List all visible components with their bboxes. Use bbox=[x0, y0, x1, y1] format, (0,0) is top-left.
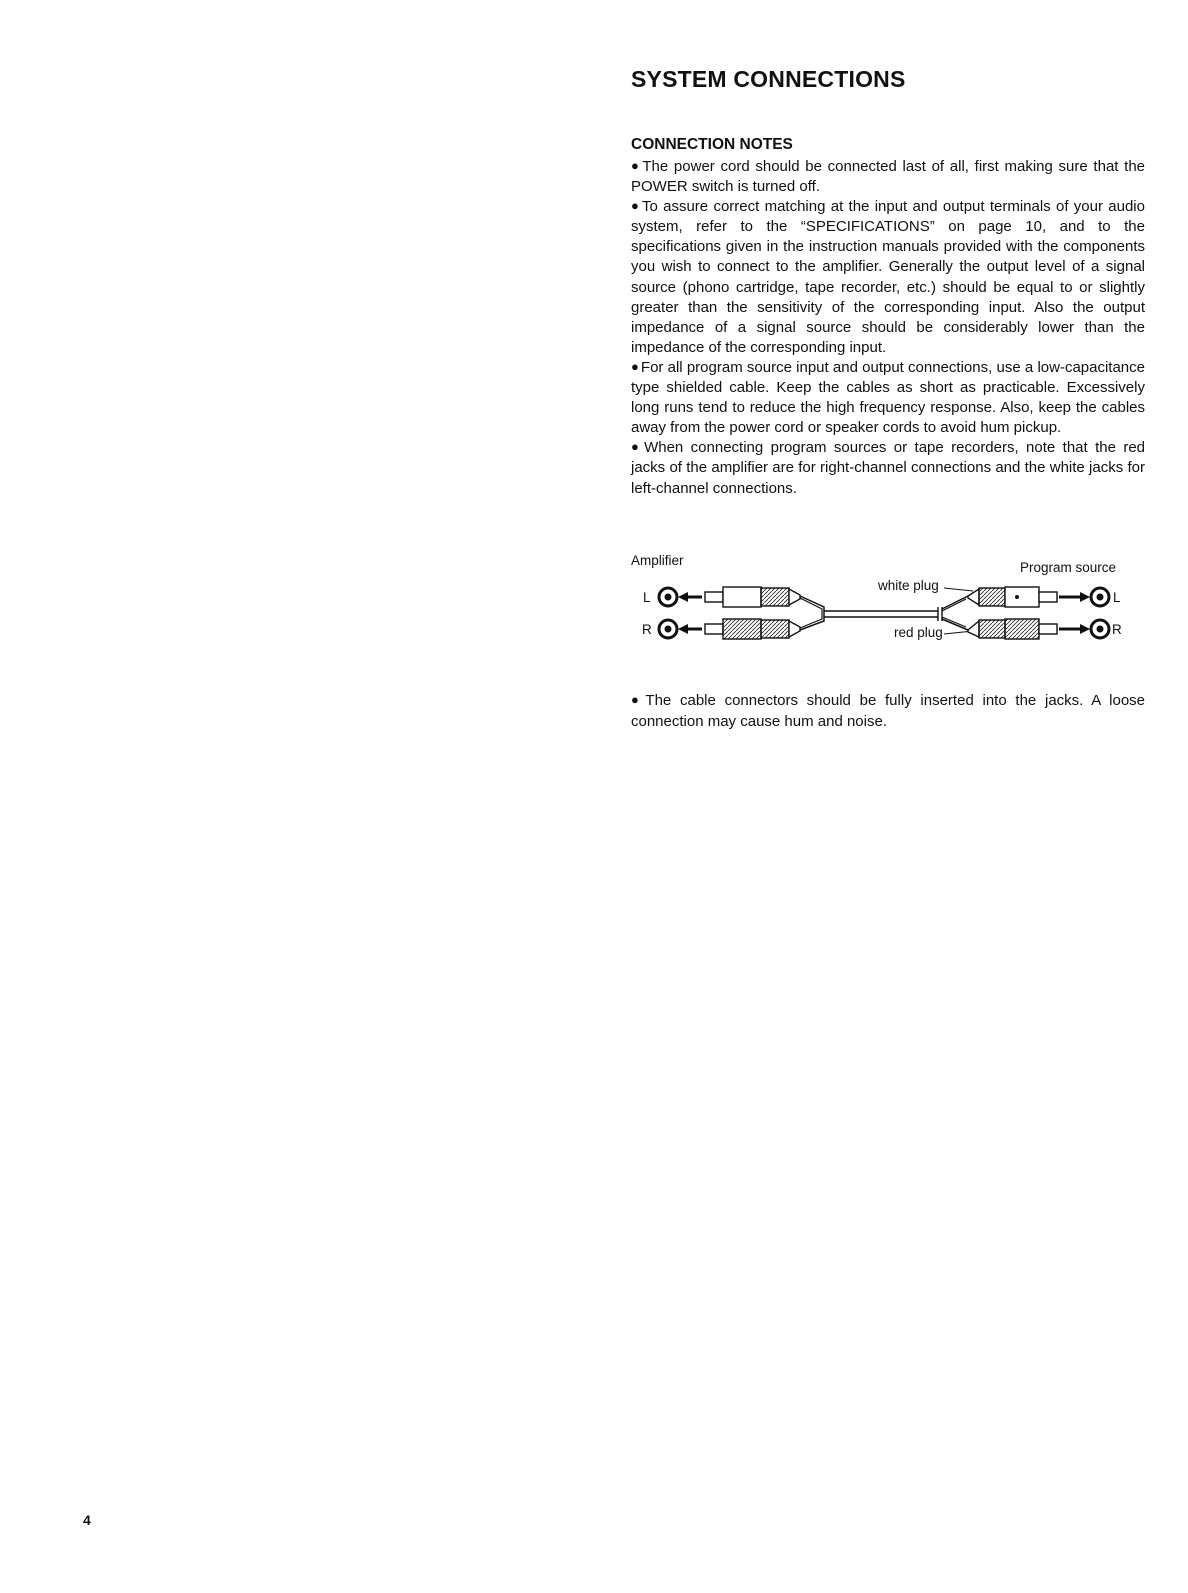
red-plug-label: red plug bbox=[894, 625, 943, 640]
amp-jack-right-icon bbox=[659, 620, 677, 638]
source-jack-left-icon bbox=[1091, 588, 1109, 606]
note-text: When connecting program sources or tape recorders, note that the red jacks of the amplifier are for right-channel connections and the white jacks for left-channel connections. bbox=[631, 439, 1145, 497]
amp-left-channel-label: L bbox=[643, 590, 651, 605]
amp-right-channel-label: R bbox=[642, 622, 652, 637]
note-matching bbox=[631, 197, 1145, 358]
connection-notes-section bbox=[631, 135, 1145, 499]
arrow-left-icon bbox=[678, 592, 702, 602]
bullet-icon: ● bbox=[631, 158, 641, 173]
bullet-icon: ● bbox=[631, 198, 640, 214]
note-text: The cable connectors should be fully inserted into the jacks. A loose connection may cause hum and noise. bbox=[631, 692, 1146, 730]
shielded-cable bbox=[800, 596, 968, 630]
white-plug-label: white plug bbox=[878, 578, 939, 593]
note-text: For all program source input and output connections, use a low-capacitance type shielded cable. Keep the cables as short as practicable. Excessively long runs tend to reduce the high frequency response. Also, keep the cables away from the power cord or speaker cords to avoid hum pickup. bbox=[631, 358, 1145, 437]
program-source-label: Program source bbox=[1020, 560, 1117, 575]
arrow-right-icon bbox=[1059, 592, 1090, 602]
rca-plug-white-icon bbox=[705, 587, 800, 607]
note-text: To assure correct matching at the input and output terminals of your audio system, refer to the “SPECIFICATIONS” on page 10, and to the specifications given in the instruction manuals provided with the components you wish to connect to the amplifier. Generally the output level of a signal source (phono cartridge, tape recorder, etc.) should be equal to or slightly greater than the sensitivity of the corresponding input. Also the output impedance of a signal source should be considerably lower than the impedance of the corresponding input. bbox=[631, 198, 1145, 356]
cable-connection-diagram bbox=[628, 555, 1148, 665]
note-power-cord bbox=[631, 157, 1145, 197]
section-heading: CONNECTION NOTES bbox=[631, 136, 793, 153]
source-right-channel-label: R bbox=[1112, 622, 1122, 637]
arrow-right-icon bbox=[1059, 624, 1090, 634]
note-jack-colors bbox=[631, 438, 1145, 498]
note-connectors-inserted bbox=[631, 691, 1145, 732]
rca-plug-red-icon bbox=[968, 619, 1057, 639]
rca-plug-red-icon bbox=[705, 619, 800, 639]
amplifier-label: Amplifier bbox=[631, 553, 684, 568]
bullet-icon: ● bbox=[631, 439, 643, 455]
source-left-channel-label: L bbox=[1113, 590, 1121, 605]
bullet-icon: ● bbox=[631, 358, 639, 374]
bullet-icon: ● bbox=[631, 692, 644, 707]
arrow-left-icon bbox=[678, 624, 702, 634]
note-shielded-cable bbox=[631, 358, 1145, 438]
page-title: SYSTEM CONNECTIONS bbox=[631, 66, 906, 92]
amp-jack-left-icon bbox=[659, 588, 677, 606]
note-text: The power cord should be connected last of all, first making sure that the POWER switch is turned off. bbox=[631, 158, 1146, 196]
rca-plug-white-icon bbox=[968, 587, 1057, 607]
source-jack-right-icon bbox=[1091, 620, 1109, 638]
page-number: 4 bbox=[83, 1512, 91, 1528]
